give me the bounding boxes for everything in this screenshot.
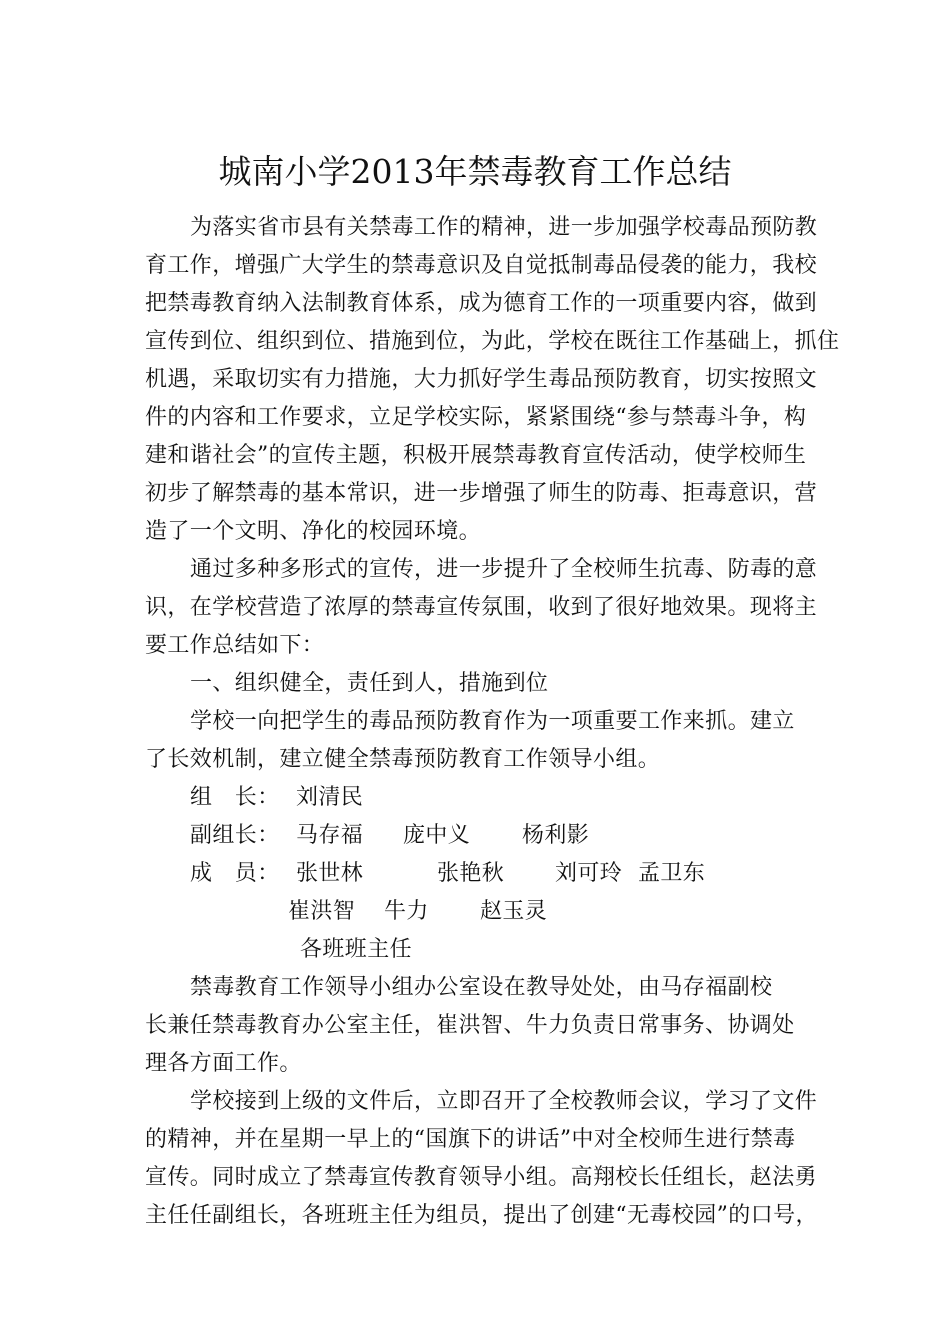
deputy-name: 杨利影 <box>522 823 590 848</box>
member-name: 孟卫东 <box>638 861 706 886</box>
paragraph-line: 识，在学校营造了浓厚的禁毒宣传氛围，收到了很好地效果。现将主 <box>145 595 818 620</box>
paragraph-line: 把禁毒教育纳入法制教育体系，成为德育工作的一项重要内容，做到 <box>145 291 818 316</box>
member-group: 各班班主任 <box>300 937 413 962</box>
member-name: 赵玉灵 <box>480 899 548 924</box>
paragraph-line: 学校一向把学生的毒品预防教育作为一项重要工作来抓。建立 <box>190 709 795 734</box>
paragraph-line: 初步了解禁毒的基本常识，进一步增强了师生的防毒、拒毒意识，营 <box>145 481 818 506</box>
document-title: 城南小学2013年禁毒教育工作总结 <box>218 152 732 191</box>
paragraph-line: 学校接到上级的文件后，立即召开了全校教师会议，学习了文件 <box>190 1089 818 1114</box>
paragraph-line: 造了一个文明、净化的校园环境。 <box>145 519 482 544</box>
paragraph-line: 主任任副组长，各班班主任为组员，提出了创建“无毒校园”的口号， <box>145 1203 818 1228</box>
leader-name: 刘清民 <box>296 785 364 810</box>
paragraph-line: 的精神，并在星期一早上的“国旗下的讲话”中对全校师生进行禁毒 <box>145 1127 796 1152</box>
paragraph-line: 机遇，采取切实有力措施，大力抓好学生毒品预防教育，切实按照文 <box>145 367 818 392</box>
paragraph-line: 育工作，增强广大学生的禁毒意识及自觉抵制毒品侵袭的能力，我校 <box>145 253 818 278</box>
members-label: 成 员： <box>190 861 280 886</box>
member-name: 牛力 <box>384 899 429 924</box>
deputy-name: 马存福 <box>296 823 364 848</box>
paragraph-line: 通过多种多形式的宣传，进一步提升了全校师生抗毒、防毒的意 <box>190 557 818 582</box>
deputy-label: 副组长： <box>190 823 280 848</box>
member-name: 刘可玲 <box>555 861 623 886</box>
member-name: 张世林 <box>296 861 364 886</box>
paragraph-line: 长兼任禁毒教育办公室主任，崔洪智、牛力负责日常事务、协调处 <box>145 1013 795 1038</box>
paragraph-line: 宣传到位、组织到位、措施到位，为此，学校在既往工作基础上，抓住 <box>145 329 840 354</box>
paragraph-line: 建和谐社会”的宣传主题，积极开展禁毒教育宣传活动，使学校师生 <box>145 443 807 468</box>
paragraph-line: 宣传。同时成立了禁毒宣传教育领导小组。高翔校长任组长，赵法勇 <box>145 1165 818 1190</box>
paragraph-line: 要工作总结如下： <box>145 633 325 658</box>
member-name: 崔洪智 <box>288 899 356 924</box>
paragraph-line: 禁毒教育工作领导小组办公室设在教导处处，由马存福副校 <box>190 975 773 1000</box>
section-heading: 一、组织健全，责任到人，措施到位 <box>190 671 549 696</box>
leader-label: 组 长： <box>190 785 280 810</box>
paragraph-line: 理各方面工作。 <box>145 1051 302 1076</box>
deputy-name: 庞中义 <box>403 823 471 848</box>
member-name: 张艳秋 <box>437 861 505 886</box>
paragraph-line: 了长效机制，建立健全禁毒预防教育工作领导小组。 <box>145 747 661 772</box>
paragraph-line: 为落实省市县有关禁毒工作的精神，进一步加强学校毒品预防教 <box>190 215 818 240</box>
paragraph-line: 件的内容和工作要求，立足学校实际，紧紧围绕“参与禁毒斗争，构 <box>145 405 807 430</box>
